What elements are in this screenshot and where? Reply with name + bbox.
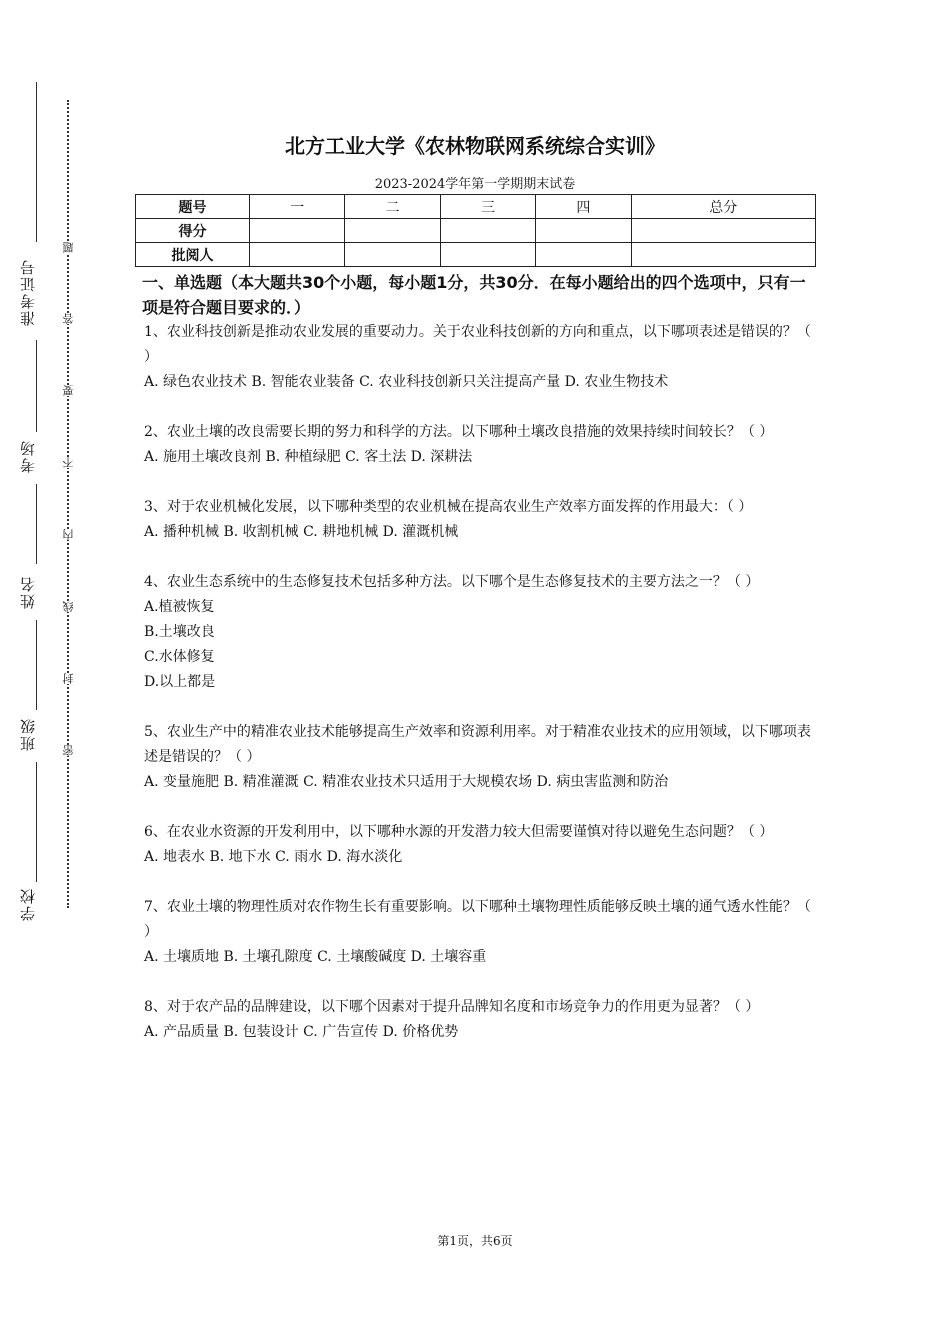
margin-underline xyxy=(36,340,37,432)
question-option: A.植被恢复 xyxy=(144,599,215,615)
score-table xyxy=(135,194,816,267)
score-table-row xyxy=(136,243,816,267)
question xyxy=(144,720,812,795)
margin-label-class: 班级 xyxy=(19,717,37,751)
margin-underline xyxy=(36,484,37,564)
question-stem: 4、农业生态系统中的生态修复技术包括多种方法。以下哪个是生态修复技术的主要方法之一？（ ） xyxy=(144,574,760,590)
score-cell xyxy=(440,219,535,243)
question-options: A. 产品质量 B. 包装设计 C. 广告宣传 D. 价格优势 xyxy=(144,1024,459,1040)
question xyxy=(144,895,812,970)
score-cell xyxy=(345,243,440,267)
question-stem: 2、农业土壤的改良需要长期的努力和科学的方法。以下哪种土壤改良措施的效果持续时间较长？（ ） xyxy=(144,424,774,440)
question-option: D.以上都是 xyxy=(144,674,216,690)
seal-char: 线 xyxy=(62,601,75,612)
question-option: B.土壤改良 xyxy=(144,624,215,640)
section-heading: 一、单选题（本大题共30个小题，每小题1分，共30分．在每小题给出的四个选项中，只有一项是符合题目要求的．） xyxy=(142,273,806,317)
question xyxy=(144,995,812,1045)
question-option: C.水体修复 xyxy=(144,649,215,665)
score-table-col-header: 一 xyxy=(250,195,345,219)
exam-subtitle: 2023-2024学年第一学期期末试卷 xyxy=(374,177,576,192)
score-cell xyxy=(250,243,345,267)
seal-char: 内 xyxy=(62,529,75,540)
score-cell xyxy=(631,219,815,243)
question-options: A. 变量施肥 B. 精准灌溉 C. 精准农业技术只适用于大规模农场 D. 病虫害监测和防治 xyxy=(144,774,669,790)
seal-char: 不 xyxy=(62,457,75,468)
score-cell xyxy=(631,243,815,267)
question-stem: 3、对于农业机械化发展，以下哪种类型的农业机械在提高农业生产效率方面发挥的作用最大：（ ） xyxy=(144,499,753,515)
seal-char: 密 xyxy=(62,745,75,756)
margin-label-exam-number: 准考证号 xyxy=(19,258,37,326)
score-cell xyxy=(345,219,440,243)
question-options: A. 绿色农业技术 B. 智能农业装备 C. 农业科技创新只关注提高产量 D. 农业生物技术 xyxy=(144,374,669,390)
margin-underline xyxy=(36,82,37,242)
seal-char: 答 xyxy=(62,313,75,324)
question xyxy=(144,420,812,470)
question-stem: 6、在农业水资源的开发利用中，以下哪种水源的开发潜力较大但需要谨慎对待以避免生态问题？（ ） xyxy=(144,824,774,840)
score-table-col-header: 二 xyxy=(345,195,440,219)
question-options: A. 地表水 B. 地下水 C. 雨水 D. 海水淡化 xyxy=(144,849,403,865)
score-cell xyxy=(536,219,631,243)
score-table-col-header: 题号 xyxy=(136,195,250,219)
seal-char: 要 xyxy=(62,385,75,396)
score-table-col-header: 总分 xyxy=(631,195,815,219)
question-stem: 7、农业土壤的物理性质对农作物生长有重要影响。以下哪种土壤物理性质能够反映土壤的通气透水性能？（ ） xyxy=(144,899,811,940)
question-stem: 8、对于农产品的品牌建设，以下哪个因素对于提升品牌知名度和市场竞争力的作用更为显著？（ ） xyxy=(144,999,760,1015)
score-table-row-label: 得分 xyxy=(136,219,250,243)
exam-title: 北方工业大学《农林物联网系统综合实训》 xyxy=(285,134,665,158)
question-stem: 1、农业科技创新是推动农业发展的重要动力。关于农业科技创新的方向和重点，以下哪项表述是错误的？（ ） xyxy=(144,324,811,365)
page-footer: 第1页，共6页 xyxy=(437,1234,513,1248)
question xyxy=(144,570,812,695)
score-cell xyxy=(536,243,631,267)
question xyxy=(144,820,812,870)
score-table-header-row xyxy=(136,195,816,219)
seal-char: 题 xyxy=(62,242,75,253)
score-cell xyxy=(440,243,535,267)
score-table-row-label: 批阅人 xyxy=(136,243,250,267)
margin-underline xyxy=(36,762,37,882)
score-table-row xyxy=(136,219,816,243)
question-stem: 5、农业生产中的精准农业技术能够提高生产效率和资源利用率。对于精准农业技术的应用领域，以下哪项表述是错误的？（ ） xyxy=(144,724,811,765)
question xyxy=(144,320,812,395)
margin-label-name: 姓名 xyxy=(19,575,37,609)
question-options: A. 施用土壤改良剂 B. 种植绿肥 C. 客土法 D. 深耕法 xyxy=(144,449,473,465)
exam-content xyxy=(144,270,812,1045)
seal-char: 封 xyxy=(62,673,75,684)
margin-label-exam-room: 考场 xyxy=(19,439,37,473)
score-table-col-header: 四 xyxy=(536,195,631,219)
question-options: A. 土壤质地 B. 土壤孔隙度 C. 土壤酸碱度 D. 土壤容重 xyxy=(144,949,487,965)
question xyxy=(144,495,812,545)
score-table-col-header: 三 xyxy=(440,195,535,219)
question-options: A. 播种机械 B. 收割机械 C. 耕地机械 D. 灌溉机械 xyxy=(144,524,459,540)
margin-label-school: 学校 xyxy=(19,887,37,921)
margin-underline xyxy=(36,620,37,710)
seal-dotted-line xyxy=(67,100,69,908)
score-cell xyxy=(250,219,345,243)
